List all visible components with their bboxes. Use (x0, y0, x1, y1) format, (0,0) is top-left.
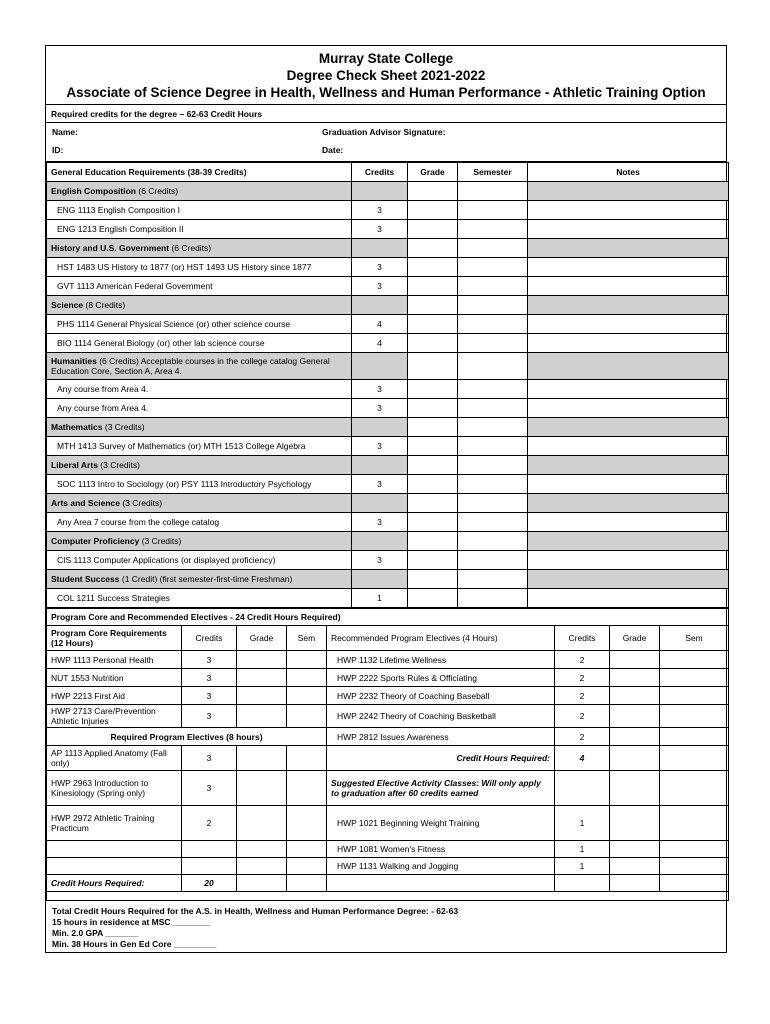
course-credits: 3 (352, 437, 408, 456)
section-title (47, 494, 352, 513)
program-header-row (47, 609, 729, 626)
course-row (47, 399, 729, 418)
grade-input[interactable] (408, 220, 458, 239)
blank-cell (660, 771, 729, 806)
grade-input[interactable] (408, 589, 458, 608)
elective-name: HWP 1131 Walking and Jogging (327, 858, 555, 875)
electives-col-credits: Credits (555, 626, 610, 651)
college-name: Murray State College (318, 51, 454, 66)
section-name: History and U.S. Government (51, 243, 170, 253)
semester-input[interactable] (458, 258, 528, 277)
section-detail: (6 Credits) Acceptable courses in the college catalog General Education Core, Section A, Area 4. (51, 356, 330, 376)
core-col-credits: Credits (182, 626, 237, 651)
program-course-name: HWP 2213 First Aid (47, 687, 182, 705)
course-name: PHS 1114 General Physical Science (or) other science course (47, 315, 352, 334)
section-detail: (3 Credits) (97, 460, 140, 470)
program-row (47, 687, 729, 705)
grade-input[interactable] (237, 651, 287, 669)
course-credits: 4 (352, 334, 408, 353)
date-label: Date: (322, 145, 344, 155)
sem-input[interactable] (660, 858, 729, 875)
blank-cell (237, 875, 287, 892)
section-title (47, 532, 352, 551)
course-row (47, 475, 729, 494)
semester-cell (458, 353, 528, 380)
semester-cell (458, 182, 528, 201)
left-required-value: 20 (182, 875, 237, 892)
section-name: Mathematics (51, 422, 103, 432)
section-title (47, 296, 352, 315)
grade-input[interactable] (237, 806, 287, 841)
notes-input[interactable] (528, 334, 729, 353)
elective-name: HWP 1132 Lifetime Wellness (327, 651, 555, 669)
course-row (47, 220, 729, 239)
notes-cell (528, 239, 729, 258)
course-row (47, 201, 729, 220)
credits-cell (352, 532, 408, 551)
elective-name: HWP 2242 Theory of Coaching Basketball (327, 705, 555, 728)
course-name: COL 1211 Success Strategies (47, 589, 352, 608)
grade-input[interactable] (408, 380, 458, 399)
section-detail: (8 Credits) (83, 300, 126, 310)
program-course-name: HWP 2963 Introduction to Kinesiology (Spring only) (47, 771, 182, 806)
elective-credits: 2 (555, 728, 610, 746)
sem-input[interactable] (660, 841, 729, 858)
grade-input[interactable] (408, 475, 458, 494)
credits-cell (352, 418, 408, 437)
elective-credits: 2 (555, 669, 610, 687)
section-title (47, 353, 352, 380)
grade-input[interactable] (237, 771, 287, 806)
notes-input[interactable] (528, 258, 729, 277)
blank-cell (47, 858, 182, 875)
program-course-name: HWP 1113 Personal Health (47, 651, 182, 669)
program-row (47, 669, 729, 687)
course-name: ENG 1113 English Composition I (47, 201, 352, 220)
electives-header: Recommended Program Electives (4 Hours) (327, 626, 555, 651)
grade-input[interactable] (408, 551, 458, 570)
elective-name: HWP 2232 Theory of Coaching Baseball (327, 687, 555, 705)
grade-cell (408, 532, 458, 551)
blank-cell (610, 771, 660, 806)
grade-input[interactable] (408, 277, 458, 296)
course-credits: 3 (352, 277, 408, 296)
program-course-name: HWP 2713 Care/Prevention Athletic Injuries (47, 705, 182, 728)
grade-cell (408, 570, 458, 589)
blank-cell (237, 858, 287, 875)
semester-input[interactable] (458, 220, 528, 239)
notes-cell (528, 532, 729, 551)
program-course-credits: 2 (182, 806, 237, 841)
section-detail: (1 Credit) (first semester-first-time Freshman) (119, 574, 293, 584)
blank-cell (610, 875, 660, 892)
program-row (47, 705, 729, 728)
semester-cell (458, 296, 528, 315)
right-required-value: 4 (555, 746, 610, 771)
credits-cell (352, 296, 408, 315)
course-name: BIO 1114 General Biology (or) other lab science course (47, 334, 352, 353)
sem-input[interactable] (660, 705, 729, 728)
section-title (47, 456, 352, 475)
program-row (47, 728, 729, 746)
grade-cell (408, 418, 458, 437)
grade-cell (408, 456, 458, 475)
section-name: Student Success (51, 574, 120, 584)
section-detail: (6 Credits) (136, 186, 179, 196)
course-row (47, 334, 729, 353)
grade-input[interactable] (408, 201, 458, 220)
required-credits: Required credits for the degree – 62-63 Credit Hours (46, 105, 726, 123)
semester-cell (458, 570, 528, 589)
id-label: ID: (52, 145, 64, 155)
grade-input[interactable] (408, 315, 458, 334)
program-row (47, 771, 729, 806)
electives-col-grade: Grade (610, 626, 660, 651)
elective-credits: 1 (555, 858, 610, 875)
semester-input[interactable] (458, 334, 528, 353)
program-total-row (47, 875, 729, 892)
advisor-label: Graduation Advisor Signature: (322, 127, 446, 137)
grade-input[interactable] (237, 687, 287, 705)
sem-input[interactable] (660, 806, 729, 841)
course-credits: 1 (352, 589, 408, 608)
elective-credits: 2 (555, 687, 610, 705)
sem-input[interactable] (660, 728, 729, 746)
section-name: Liberal Arts (51, 460, 98, 470)
blank-cell (660, 875, 729, 892)
course-row (47, 315, 729, 334)
program-course-name: NUT 1553 Nutrition (47, 669, 182, 687)
section-title (47, 239, 352, 258)
right-required-label: Credit Hours Required: (327, 746, 555, 771)
credits-cell (352, 494, 408, 513)
section-title (47, 418, 352, 437)
notes-cell (528, 296, 729, 315)
degree-title: Associate of Science Degree in Health, Wellness and Human Performance - Athletic Training Option (66, 85, 706, 100)
semester-input[interactable] (458, 551, 528, 570)
sem-input[interactable] (287, 705, 327, 728)
semester-input[interactable] (458, 315, 528, 334)
section-row (47, 296, 729, 315)
title-block (46, 46, 726, 105)
section-name: Humanities (51, 356, 97, 366)
semester-input[interactable] (458, 589, 528, 608)
grade-input[interactable] (408, 334, 458, 353)
blank-cell (327, 875, 555, 892)
course-credits: 3 (352, 201, 408, 220)
program-course-credits: 3 (182, 746, 237, 771)
section-name: English Composition (51, 186, 136, 196)
spacer-row (47, 892, 729, 901)
course-name: MTH 1413 Survey of Mathematics (or) MTH 1513 College Algebra (47, 437, 352, 456)
section-name: Computer Proficiency (51, 536, 140, 546)
notes-cell (528, 456, 729, 475)
semester-cell (458, 494, 528, 513)
core-col-grade: Grade (237, 626, 287, 651)
sem-input[interactable] (287, 806, 327, 841)
grade-cell (408, 353, 458, 380)
section-name: Science (51, 300, 84, 310)
blank-cell (237, 841, 287, 858)
name-label: Name: (52, 127, 78, 137)
footer-gen-ed-hours: Min. 38 Hours in Gen Ed Core _________ (52, 939, 217, 949)
grade-input[interactable] (610, 746, 660, 771)
col-semester: Semester (458, 163, 528, 182)
semester-input[interactable] (458, 437, 528, 456)
section-row (47, 570, 729, 589)
program-table (46, 608, 729, 901)
notes-cell (528, 494, 729, 513)
sem-input[interactable] (287, 771, 327, 806)
sem-input[interactable] (287, 687, 327, 705)
suggested-label: Suggested Elective Activity Classes: Will only apply to graduation after 60 credits earned (327, 771, 555, 806)
spacer-cell (47, 892, 729, 901)
gen-ed-header-row (47, 163, 729, 182)
program-row (47, 746, 729, 771)
grade-input[interactable] (610, 687, 660, 705)
course-name: ENG 1213 English Composition II (47, 220, 352, 239)
blank-cell (182, 858, 237, 875)
footer-gpa: Min. 2.0 GPA _______ (52, 928, 139, 938)
course-credits: 3 (352, 513, 408, 532)
program-course-credits: 3 (182, 687, 237, 705)
blank-cell (47, 841, 182, 858)
sem-input[interactable] (287, 651, 327, 669)
credits-cell (352, 570, 408, 589)
program-row (47, 806, 729, 841)
elective-credits: 2 (555, 705, 610, 728)
required-electives-label: Required Program Electives (8 hours) (47, 728, 327, 746)
footer (46, 901, 726, 952)
semester-input[interactable] (458, 277, 528, 296)
gen-ed-header: General Education Requirements (38-39 Credits) (47, 163, 352, 182)
semester-input[interactable] (458, 399, 528, 418)
grade-cell (408, 296, 458, 315)
notes-input[interactable] (528, 315, 729, 334)
course-name: HST 1483 US History to 1877 (or) HST 1493 US History since 1877 (47, 258, 352, 277)
degree-check-sheet (45, 45, 727, 953)
program-row (47, 841, 729, 858)
semester-input[interactable] (458, 475, 528, 494)
blank-cell (287, 875, 327, 892)
elective-credits: 1 (555, 841, 610, 858)
course-row (47, 277, 729, 296)
program-course-credits: 3 (182, 651, 237, 669)
blank-cell (287, 858, 327, 875)
section-row (47, 418, 729, 437)
course-credits: 3 (352, 258, 408, 277)
gen-ed-table (46, 162, 729, 608)
section-name: Arts and Science (51, 498, 120, 508)
section-row (47, 494, 729, 513)
credits-cell (352, 456, 408, 475)
section-detail: (3 Credits) (102, 422, 145, 432)
section-title (47, 570, 352, 589)
course-credits: 3 (352, 380, 408, 399)
notes-input[interactable] (528, 551, 729, 570)
core-header: Program Core Requirements (12 Hours) (47, 626, 182, 651)
course-row (47, 551, 729, 570)
course-row (47, 513, 729, 532)
core-col-sem: Sem (287, 626, 327, 651)
course-name: SOC 1113 Intro to Sociology (or) PSY 1113 Introductory Psychology (47, 475, 352, 494)
section-detail: (6 Credits) (169, 243, 212, 253)
semester-input[interactable] (458, 201, 528, 220)
course-row (47, 589, 729, 608)
course-credits: 4 (352, 315, 408, 334)
sem-input[interactable] (660, 651, 729, 669)
notes-input[interactable] (528, 220, 729, 239)
blank-cell (555, 771, 610, 806)
semester-input[interactable] (458, 380, 528, 399)
course-credits: 3 (352, 399, 408, 418)
section-title (47, 182, 352, 201)
grade-input[interactable] (237, 669, 287, 687)
course-name: Any course from Area 4. (47, 380, 352, 399)
grade-input[interactable] (610, 669, 660, 687)
sem-input[interactable] (660, 687, 729, 705)
blank-cell (555, 875, 610, 892)
grade-cell (408, 182, 458, 201)
course-row (47, 380, 729, 399)
notes-input[interactable] (528, 513, 729, 532)
grade-input[interactable] (408, 437, 458, 456)
grade-input[interactable] (237, 746, 287, 771)
elective-name: HWP 2222 Sports Rules & Officiating (327, 669, 555, 687)
notes-cell (528, 353, 729, 380)
col-credits: Credits (352, 163, 408, 182)
grade-input[interactable] (610, 705, 660, 728)
program-course-credits: 3 (182, 771, 237, 806)
sem-input[interactable] (287, 746, 327, 771)
footer-total: Total Credit Hours Required for the A.S. in Health, Wellness and Human Performance Degree: - 62-63 (52, 906, 459, 916)
col-grade: Grade (408, 163, 458, 182)
grade-input[interactable] (610, 841, 660, 858)
electives-col-sem: Sem (660, 626, 729, 651)
semester-cell (458, 532, 528, 551)
notes-input[interactable] (528, 399, 729, 418)
course-row (47, 437, 729, 456)
grade-input[interactable] (610, 858, 660, 875)
credits-cell (352, 353, 408, 380)
grade-input[interactable] (610, 651, 660, 669)
notes-cell (528, 182, 729, 201)
section-detail: (3 Credits) (139, 536, 182, 546)
credits-cell (352, 239, 408, 258)
grade-input[interactable] (610, 728, 660, 746)
program-column-row (47, 626, 729, 651)
section-row (47, 456, 729, 475)
notes-input[interactable] (528, 277, 729, 296)
notes-input[interactable] (528, 380, 729, 399)
elective-credits: 2 (555, 651, 610, 669)
semester-input[interactable] (458, 513, 528, 532)
program-course-name: HWP 2972 Athletic Training Practicum (47, 806, 182, 841)
grade-input[interactable] (237, 705, 287, 728)
program-course-credits: 3 (182, 669, 237, 687)
semester-cell (458, 239, 528, 258)
section-row (47, 182, 729, 201)
blank-cell (287, 841, 327, 858)
section-row (47, 532, 729, 551)
course-credits: 3 (352, 220, 408, 239)
course-credits: 3 (352, 551, 408, 570)
notes-input[interactable] (528, 437, 729, 456)
elective-name: HWP 1021 Beginning Weight Training (327, 806, 555, 841)
course-name: Any Area 7 course from the college catalog (47, 513, 352, 532)
grade-input[interactable] (408, 513, 458, 532)
sheet-title: Degree Check Sheet 2021-2022 (286, 68, 486, 83)
notes-cell (528, 418, 729, 437)
program-course-name: AP 1113 Applied Anatomy (Fall only) (47, 746, 182, 771)
program-course-credits: 3 (182, 705, 237, 728)
section-row (47, 239, 729, 258)
elective-name: HWP 2812 Issues Awareness (327, 728, 555, 746)
semester-cell (458, 456, 528, 475)
elective-credits: 1 (555, 806, 610, 841)
grade-cell (408, 494, 458, 513)
blank-cell (182, 841, 237, 858)
sem-input[interactable] (660, 669, 729, 687)
program-header: Program Core and Recommended Electives - 24 Credit Hours Required) (47, 609, 729, 626)
left-required-label: Credit Hours Required: (47, 875, 182, 892)
grade-cell (408, 239, 458, 258)
elective-name: HWP 1081 Women's Fitness (327, 841, 555, 858)
section-detail: (3 Credits) (119, 498, 163, 508)
program-row (47, 651, 729, 669)
footer-residence: 15 hours in residence at MSC ________ (52, 917, 211, 927)
semester-cell (458, 418, 528, 437)
section-row (47, 353, 729, 380)
col-notes: Notes (528, 163, 729, 182)
sem-input[interactable] (287, 669, 327, 687)
course-name: CIS 1113 Computer Applications (or displayed proficiency) (47, 551, 352, 570)
notes-input[interactable] (528, 475, 729, 494)
notes-cell (528, 570, 729, 589)
grade-input[interactable] (610, 806, 660, 841)
course-name: Any course from Area 4. (47, 399, 352, 418)
sem-input[interactable] (660, 746, 729, 771)
grade-input[interactable] (408, 399, 458, 418)
credits-cell (352, 182, 408, 201)
notes-input[interactable] (528, 589, 729, 608)
course-name: GVT 1113 American Federal Government (47, 277, 352, 296)
student-info (46, 123, 726, 162)
course-credits: 3 (352, 475, 408, 494)
notes-input[interactable] (528, 201, 729, 220)
course-row (47, 258, 729, 277)
program-row (47, 858, 729, 875)
grade-input[interactable] (408, 258, 458, 277)
